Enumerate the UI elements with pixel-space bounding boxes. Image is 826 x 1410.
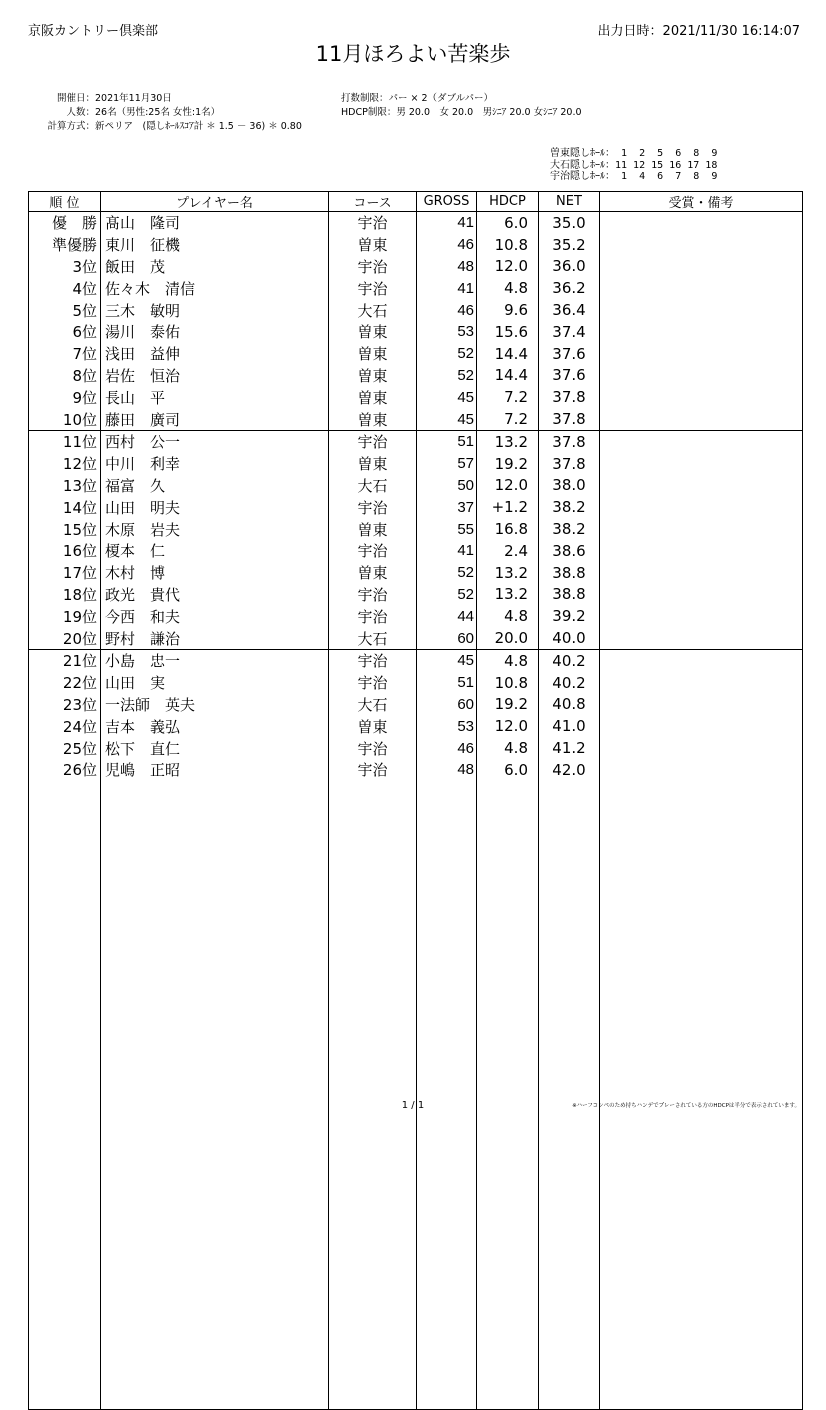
page-title: 11月ほろよい苦楽歩 bbox=[315, 42, 511, 66]
table-row bbox=[29, 605, 803, 627]
cell-note bbox=[600, 408, 803, 430]
cell-course: 曽東 bbox=[329, 518, 417, 540]
cell-course: 宇治 bbox=[329, 759, 417, 781]
table-row bbox=[29, 694, 803, 716]
cell-rank: 24位 bbox=[29, 715, 101, 737]
cell-net: 37.8 bbox=[539, 408, 600, 430]
cell-rank: 3位 bbox=[29, 256, 101, 278]
cell-note bbox=[600, 562, 803, 584]
cell-hdcp: 20.0 bbox=[477, 627, 539, 649]
cell-rank: 21位 bbox=[29, 649, 101, 671]
cell-note bbox=[600, 430, 803, 452]
table-row bbox=[29, 430, 803, 452]
cell-note bbox=[600, 737, 803, 759]
cell-hdcp: 4.8 bbox=[477, 737, 539, 759]
col-net: NET bbox=[539, 192, 600, 212]
cell-hdcp: 12.0 bbox=[477, 475, 539, 497]
cell-note bbox=[600, 694, 803, 716]
cell-name: 中川 利幸 bbox=[101, 453, 329, 475]
cell-course: 曽東 bbox=[329, 562, 417, 584]
cell-net: 37.8 bbox=[539, 453, 600, 475]
results-table bbox=[28, 191, 803, 1410]
cell-gross: 60 bbox=[417, 694, 477, 716]
cell-rank: 8位 bbox=[29, 365, 101, 387]
cell-note bbox=[600, 649, 803, 671]
cell-hdcp: 4.8 bbox=[477, 277, 539, 299]
col-rank: 順 位 bbox=[29, 192, 101, 212]
cell-net: 37.8 bbox=[539, 386, 600, 408]
cell-name: 長山 平 bbox=[101, 386, 329, 408]
cell-name: 小島 忠一 bbox=[101, 649, 329, 671]
cell-note bbox=[600, 386, 803, 408]
empty-cell bbox=[539, 781, 600, 1410]
cell-hdcp: 14.4 bbox=[477, 343, 539, 365]
cell-rank: 10位 bbox=[29, 408, 101, 430]
cell-gross: 50 bbox=[417, 475, 477, 497]
cell-gross: 41 bbox=[417, 277, 477, 299]
cell-name: 飯田 茂 bbox=[101, 256, 329, 278]
empty-cell bbox=[417, 781, 477, 1410]
cell-hdcp: 6.0 bbox=[477, 759, 539, 781]
cell-note bbox=[600, 605, 803, 627]
table-row bbox=[29, 672, 803, 694]
cell-gross: 51 bbox=[417, 430, 477, 452]
cell-note bbox=[600, 584, 803, 606]
cell-net: 37.6 bbox=[539, 365, 600, 387]
cell-name: 山田 実 bbox=[101, 672, 329, 694]
cell-name: 木原 岩夫 bbox=[101, 518, 329, 540]
cell-hdcp: 19.2 bbox=[477, 694, 539, 716]
cell-note bbox=[600, 277, 803, 299]
cell-gross: 45 bbox=[417, 649, 477, 671]
cell-gross: 41 bbox=[417, 540, 477, 562]
col-course: コース bbox=[329, 192, 417, 212]
date-label: 開催日： bbox=[56, 93, 95, 104]
table-row bbox=[29, 518, 803, 540]
cell-name: 今西 和夫 bbox=[101, 605, 329, 627]
cell-rank: 25位 bbox=[29, 737, 101, 759]
cell-note bbox=[600, 212, 803, 234]
cell-name: 吉本 義弘 bbox=[101, 715, 329, 737]
table-row bbox=[29, 584, 803, 606]
table-row bbox=[29, 256, 803, 278]
cell-name: 福富 久 bbox=[101, 475, 329, 497]
cell-name: 髙山 隆司 bbox=[101, 212, 329, 234]
table-empty-space bbox=[29, 781, 803, 1410]
cell-course: 宇治 bbox=[329, 430, 417, 452]
cell-net: 37.4 bbox=[539, 321, 600, 343]
cell-hdcp: 9.6 bbox=[477, 299, 539, 321]
cell-course: 曽東 bbox=[329, 365, 417, 387]
cell-hdcp: 16.8 bbox=[477, 518, 539, 540]
cell-gross: 45 bbox=[417, 408, 477, 430]
cell-gross: 53 bbox=[417, 321, 477, 343]
table-row bbox=[29, 496, 803, 518]
club-name: 京阪カントリー倶楽部 bbox=[28, 24, 159, 39]
empty-cell bbox=[477, 781, 539, 1410]
cell-name: 木村 博 bbox=[101, 562, 329, 584]
cell-name: 山田 明夫 bbox=[101, 496, 329, 518]
cell-course: 宇治 bbox=[329, 584, 417, 606]
cell-name: 松下 直仁 bbox=[101, 737, 329, 759]
table-header-row bbox=[29, 192, 803, 212]
cell-hdcp: 15.6 bbox=[477, 321, 539, 343]
cell-hdcp: 13.2 bbox=[477, 584, 539, 606]
cell-course: 大石 bbox=[329, 627, 417, 649]
cell-hdcp: 4.8 bbox=[477, 605, 539, 627]
cell-note bbox=[600, 321, 803, 343]
cell-net: 38.0 bbox=[539, 475, 600, 497]
empty-cell bbox=[29, 781, 101, 1410]
cell-net: 38.2 bbox=[539, 496, 600, 518]
cell-hdcp: 19.2 bbox=[477, 453, 539, 475]
cell-name: 藤田 廣司 bbox=[101, 408, 329, 430]
cell-gross: 46 bbox=[417, 234, 477, 256]
cell-rank: 23位 bbox=[29, 694, 101, 716]
cell-gross: 41 bbox=[417, 212, 477, 234]
cell-name: 榎本 仁 bbox=[101, 540, 329, 562]
cell-gross: 52 bbox=[417, 562, 477, 584]
cell-rank: 13位 bbox=[29, 475, 101, 497]
cell-note bbox=[600, 540, 803, 562]
cell-rank: 16位 bbox=[29, 540, 101, 562]
cell-hdcp: 14.4 bbox=[477, 365, 539, 387]
cell-gross: 52 bbox=[417, 584, 477, 606]
people-value: 26名（男性:25名 女性:1名） bbox=[95, 107, 221, 118]
cell-gross: 53 bbox=[417, 715, 477, 737]
cell-net: 35.2 bbox=[539, 234, 600, 256]
cell-net: 40.2 bbox=[539, 649, 600, 671]
cell-rank: 14位 bbox=[29, 496, 101, 518]
cell-gross: 60 bbox=[417, 627, 477, 649]
cell-hdcp: 7.2 bbox=[477, 408, 539, 430]
cell-gross: 45 bbox=[417, 386, 477, 408]
cell-rank: 11位 bbox=[29, 430, 101, 452]
cell-note bbox=[600, 299, 803, 321]
hidden-holes-oishi: 大石隠しﾎｰﾙ：11 12 15 16 17 18 bbox=[550, 159, 718, 171]
cell-note bbox=[600, 475, 803, 497]
cell-note bbox=[600, 496, 803, 518]
cell-rank: 9位 bbox=[29, 386, 101, 408]
table-row bbox=[29, 299, 803, 321]
cell-rank: 準優勝 bbox=[29, 234, 101, 256]
cell-course: 曽東 bbox=[329, 386, 417, 408]
table-row bbox=[29, 627, 803, 649]
table-row bbox=[29, 365, 803, 387]
cell-net: 38.6 bbox=[539, 540, 600, 562]
footnote: ※ハーフコンペのため持ちハンデでプレーされている方のHDCPは半分で表示されています。 bbox=[572, 1103, 800, 1109]
cell-course: 曽東 bbox=[329, 234, 417, 256]
cell-net: 42.0 bbox=[539, 759, 600, 781]
cell-rank: 4位 bbox=[29, 277, 101, 299]
table-row bbox=[29, 759, 803, 781]
cell-name: 一法師 英夫 bbox=[101, 694, 329, 716]
cell-net: 41.0 bbox=[539, 715, 600, 737]
cell-net: 40.8 bbox=[539, 694, 600, 716]
cell-hdcp: 10.8 bbox=[477, 234, 539, 256]
cell-note bbox=[600, 715, 803, 737]
cell-hdcp: +1.2 bbox=[477, 496, 539, 518]
cell-name: 西村 公一 bbox=[101, 430, 329, 452]
cell-net: 37.6 bbox=[539, 343, 600, 365]
cell-net: 38.2 bbox=[539, 518, 600, 540]
col-hdcp: HDCP bbox=[477, 192, 539, 212]
table-row bbox=[29, 343, 803, 365]
cell-rank: 7位 bbox=[29, 343, 101, 365]
cell-course: 曽東 bbox=[329, 321, 417, 343]
cell-course: 宇治 bbox=[329, 649, 417, 671]
cell-net: 38.8 bbox=[539, 562, 600, 584]
event-info-right bbox=[341, 92, 582, 120]
cell-course: 大石 bbox=[329, 299, 417, 321]
cell-note bbox=[600, 453, 803, 475]
cell-course: 宇治 bbox=[329, 212, 417, 234]
cell-course: 宇治 bbox=[329, 256, 417, 278]
hidden-holes bbox=[550, 148, 717, 183]
table-row bbox=[29, 475, 803, 497]
cell-course: 曽東 bbox=[329, 453, 417, 475]
cell-note bbox=[600, 343, 803, 365]
table-row bbox=[29, 234, 803, 256]
cell-rank: 優 勝 bbox=[29, 212, 101, 234]
calc-label: 計算方式： bbox=[47, 121, 95, 132]
cell-course: 宇治 bbox=[329, 672, 417, 694]
printed-datetime: 出力日時：2021/11/30 16:14:07 bbox=[597, 24, 800, 39]
table-row bbox=[29, 408, 803, 430]
cell-hdcp: 10.8 bbox=[477, 672, 539, 694]
hidden-holes-uji: 宇治隠しﾎｰﾙ： 1 4 6 7 8 9 bbox=[550, 171, 718, 182]
cell-hdcp: 13.2 bbox=[477, 562, 539, 584]
cell-note bbox=[600, 518, 803, 540]
table-row bbox=[29, 737, 803, 759]
cell-hdcp: 13.2 bbox=[477, 430, 539, 452]
cell-gross: 55 bbox=[417, 518, 477, 540]
col-award-notes: 受賞・備考 bbox=[600, 192, 803, 212]
cell-course: 宇治 bbox=[329, 277, 417, 299]
cell-hdcp: 2.4 bbox=[477, 540, 539, 562]
event-info-left bbox=[28, 92, 302, 134]
cell-net: 36.4 bbox=[539, 299, 600, 321]
cell-net: 35.0 bbox=[539, 212, 600, 234]
cell-gross: 46 bbox=[417, 299, 477, 321]
cell-gross: 52 bbox=[417, 365, 477, 387]
cell-course: 宇治 bbox=[329, 737, 417, 759]
calc-value: 新ペリア (隠しﾎｰﾙｽｺｱ計 ＊ 1.5 － 36) ＊ 0.80 bbox=[95, 121, 302, 132]
cell-hdcp: 6.0 bbox=[477, 212, 539, 234]
col-gross: GROSS bbox=[417, 192, 477, 212]
hidden-holes-soto: 曽東隠しﾎｰﾙ： 1 2 5 6 8 9 bbox=[550, 148, 718, 159]
page-number: 1 / 1 bbox=[401, 1100, 425, 1111]
cell-name: 浅田 益伸 bbox=[101, 343, 329, 365]
cell-note bbox=[600, 256, 803, 278]
cell-gross: 46 bbox=[417, 737, 477, 759]
cell-note bbox=[600, 672, 803, 694]
table-row bbox=[29, 540, 803, 562]
cell-course: 曽東 bbox=[329, 343, 417, 365]
cell-course: 曽東 bbox=[329, 408, 417, 430]
cell-net: 41.2 bbox=[539, 737, 600, 759]
cell-rank: 5位 bbox=[29, 299, 101, 321]
cell-gross: 48 bbox=[417, 759, 477, 781]
table-row bbox=[29, 715, 803, 737]
cell-name: 児嶋 正昭 bbox=[101, 759, 329, 781]
cell-gross: 52 bbox=[417, 343, 477, 365]
cell-net: 38.8 bbox=[539, 584, 600, 606]
empty-cell bbox=[329, 781, 417, 1410]
cell-course: 曽東 bbox=[329, 715, 417, 737]
empty-cell bbox=[600, 781, 803, 1410]
cell-name: 野村 謙治 bbox=[101, 627, 329, 649]
cell-hdcp: 12.0 bbox=[477, 256, 539, 278]
cell-note bbox=[600, 759, 803, 781]
cell-net: 37.8 bbox=[539, 430, 600, 452]
cell-net: 40.0 bbox=[539, 627, 600, 649]
cell-rank: 15位 bbox=[29, 518, 101, 540]
cell-gross: 51 bbox=[417, 672, 477, 694]
cell-note bbox=[600, 234, 803, 256]
cell-course: 大石 bbox=[329, 694, 417, 716]
cell-name: 湯川 泰佑 bbox=[101, 321, 329, 343]
cell-gross: 48 bbox=[417, 256, 477, 278]
cell-course: 宇治 bbox=[329, 605, 417, 627]
cell-rank: 18位 bbox=[29, 584, 101, 606]
cell-net: 36.0 bbox=[539, 256, 600, 278]
table-row bbox=[29, 212, 803, 234]
cell-rank: 22位 bbox=[29, 672, 101, 694]
cell-gross: 37 bbox=[417, 496, 477, 518]
table-row bbox=[29, 453, 803, 475]
col-player-name: プレイヤー名 bbox=[101, 192, 329, 212]
table-row bbox=[29, 321, 803, 343]
cell-net: 40.2 bbox=[539, 672, 600, 694]
cell-rank: 26位 bbox=[29, 759, 101, 781]
stroke-limit: 打数制限：パー × 2（ダブルパー） bbox=[341, 93, 493, 104]
people-label: 人数： bbox=[66, 107, 95, 118]
table-row bbox=[29, 277, 803, 299]
cell-hdcp: 4.8 bbox=[477, 649, 539, 671]
cell-net: 36.2 bbox=[539, 277, 600, 299]
cell-name: 佐々木 清信 bbox=[101, 277, 329, 299]
cell-gross: 57 bbox=[417, 453, 477, 475]
cell-hdcp: 12.0 bbox=[477, 715, 539, 737]
cell-rank: 12位 bbox=[29, 453, 101, 475]
cell-name: 岩佐 恒治 bbox=[101, 365, 329, 387]
cell-rank: 20位 bbox=[29, 627, 101, 649]
cell-name: 政光 貴代 bbox=[101, 584, 329, 606]
cell-note bbox=[600, 627, 803, 649]
cell-rank: 6位 bbox=[29, 321, 101, 343]
cell-name: 三木 敏明 bbox=[101, 299, 329, 321]
cell-net: 39.2 bbox=[539, 605, 600, 627]
cell-course: 大石 bbox=[329, 475, 417, 497]
cell-course: 宇治 bbox=[329, 496, 417, 518]
cell-gross: 44 bbox=[417, 605, 477, 627]
cell-name: 東川 征機 bbox=[101, 234, 329, 256]
cell-course: 宇治 bbox=[329, 540, 417, 562]
empty-cell bbox=[101, 781, 329, 1410]
table-row bbox=[29, 386, 803, 408]
hdcp-limit: HDCP制限：男 20.0 女 20.0 男ｼﾆｱ 20.0 女ｼﾆｱ 20.0 bbox=[341, 107, 582, 118]
table-row bbox=[29, 562, 803, 584]
table-row bbox=[29, 649, 803, 671]
cell-hdcp: 7.2 bbox=[477, 386, 539, 408]
cell-rank: 19位 bbox=[29, 605, 101, 627]
cell-rank: 17位 bbox=[29, 562, 101, 584]
date-value: 2021年11月30日 bbox=[95, 93, 172, 104]
cell-note bbox=[600, 365, 803, 387]
